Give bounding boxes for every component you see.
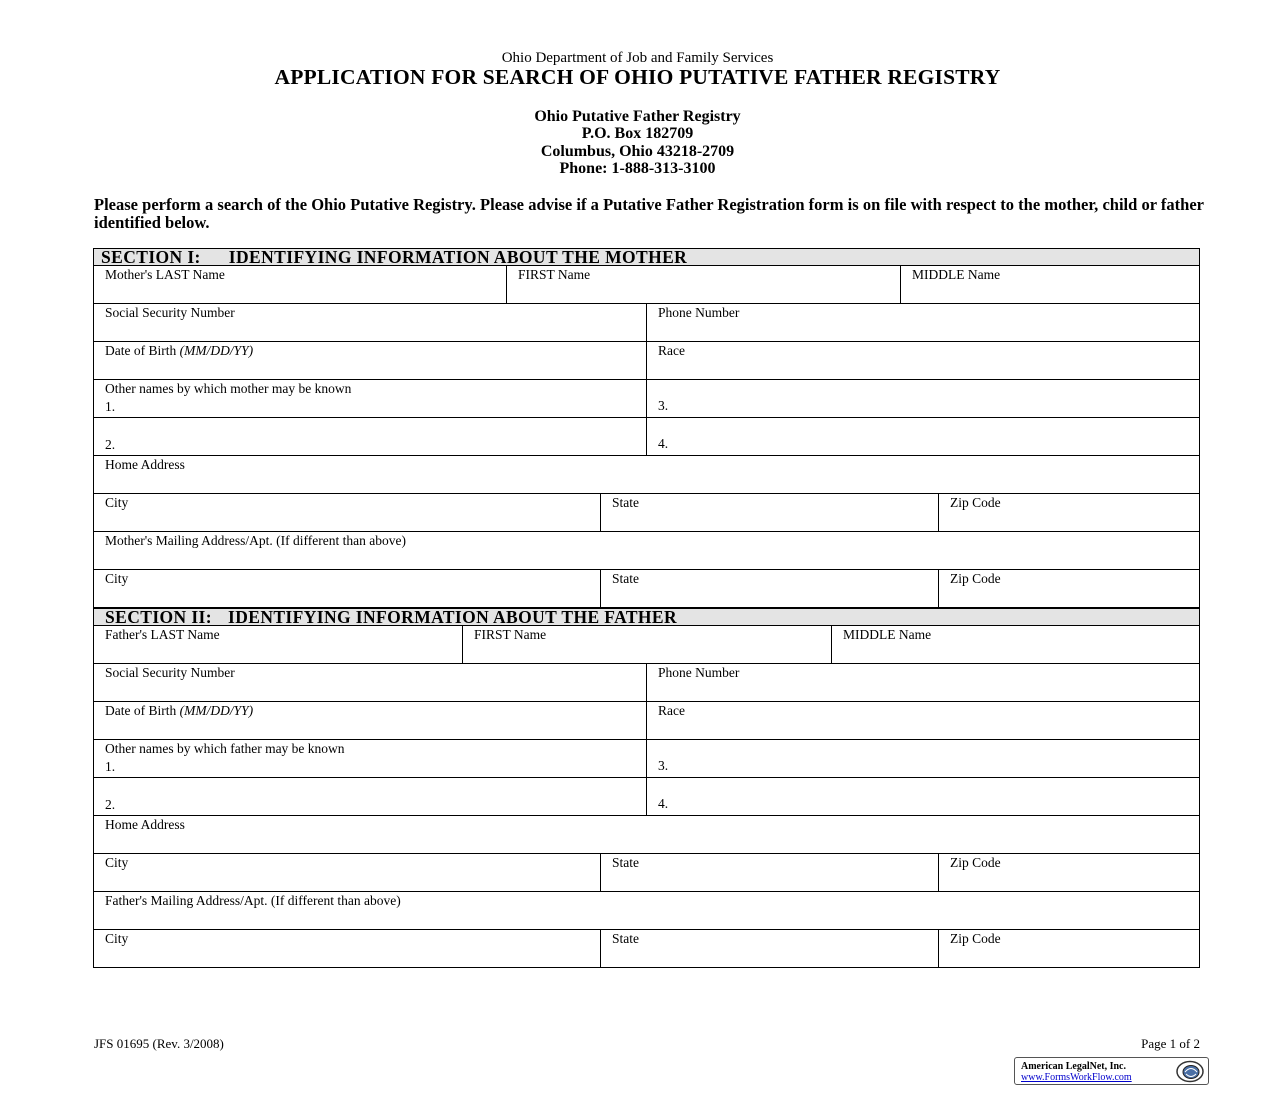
page-number: Page 1 of 2 [1141, 1036, 1200, 1051]
vendor-name: American LegalNet, Inc. [1021, 1061, 1126, 1072]
form-number: JFS 01695 (Rev. 3/2008) [94, 1036, 224, 1051]
mother-phone-field[interactable] [647, 304, 1199, 341]
father-state-field[interactable] [601, 854, 939, 891]
mother-other-name-4-number: 4. [658, 436, 669, 451]
father-mailing-state-label: State [612, 931, 639, 946]
registry-po-box: P.O. Box 182709 [581, 125, 694, 142]
father-other-name-4-field[interactable] [647, 778, 1199, 815]
mother-mailing-city-label: City [105, 571, 129, 586]
mother-phone-label: Phone Number [658, 305, 740, 320]
father-dob-label: Date of Birth (MM/DD/YY) [105, 703, 254, 718]
intro-paragraph: Please perform a search of the Ohio Putative Registry. Please advise if a Putative Father Registration form is on file with respect to the mother, child or father identified below. [94, 195, 1204, 232]
mother-other-names-row-1 [93, 380, 1200, 418]
father-other-names-row-2 [93, 778, 1200, 816]
father-zip-field[interactable] [939, 854, 1199, 891]
mother-first-name-label: FIRST Name [518, 267, 591, 282]
mother-last-name-field[interactable] [94, 266, 507, 303]
father-mailing-address-label: Father's Mailing Address/Apt. (If different than above) [105, 893, 401, 908]
registry-name: Ohio Putative Father Registry [534, 108, 741, 125]
mother-other-name-3-field[interactable] [647, 380, 1199, 417]
vendor-link[interactable]: www.FormsWorkFlow.com [1021, 1072, 1132, 1083]
father-mailing-address-row [93, 892, 1200, 930]
mother-other-name-1-field[interactable] [94, 380, 647, 417]
mother-ssn-row [93, 304, 1200, 342]
father-mailing-city-row [93, 930, 1200, 968]
mother-middle-name-label: MIDDLE Name [912, 267, 1001, 282]
father-dob-field[interactable] [94, 702, 647, 739]
father-zip-label: Zip Code [950, 855, 1001, 870]
mother-state-label: State [612, 495, 639, 510]
mother-other-names-label: Other names by which mother may be known [105, 381, 352, 396]
father-mailing-zip-field[interactable] [939, 930, 1199, 967]
section-2-header [93, 608, 1200, 625]
father-home-address-row [93, 816, 1200, 854]
mother-city-field[interactable] [94, 494, 601, 531]
father-other-name-1-field[interactable] [94, 740, 647, 777]
mother-mailing-address-field[interactable] [94, 532, 1199, 569]
father-city-row [93, 854, 1200, 892]
father-name-row [93, 625, 1200, 664]
father-other-name-1-number: 1. [105, 759, 116, 774]
father-middle-name-label: MIDDLE Name [843, 627, 932, 642]
father-phone-label: Phone Number [658, 665, 740, 680]
registry-phone: Phone: 1-888-313-3100 [559, 160, 716, 177]
father-state-label: State [612, 855, 639, 870]
section-2-title: IDENTIFYING INFORMATION ABOUT THE FATHER [228, 607, 678, 627]
mother-zip-label: Zip Code [950, 495, 1001, 510]
mother-ssn-label: Social Security Number [105, 305, 235, 320]
globe-logo-icon [1175, 1060, 1205, 1083]
father-last-name-label: Father's LAST Name [105, 627, 220, 642]
father-middle-name-field[interactable] [832, 626, 1199, 663]
father-ssn-row [93, 664, 1200, 702]
father-mailing-city-field[interactable] [94, 930, 601, 967]
father-other-name-4-number: 4. [658, 796, 669, 811]
mother-mailing-state-label: State [612, 571, 639, 586]
registry-city: Columbus, Ohio 43218-2709 [540, 143, 735, 160]
mother-mailing-city-field[interactable] [94, 570, 601, 607]
mother-race-field[interactable] [647, 342, 1199, 379]
mother-mailing-address-label: Mother's Mailing Address/Apt. (If different than above) [105, 533, 406, 548]
father-other-name-3-field[interactable] [647, 740, 1199, 777]
mother-home-address-field[interactable] [94, 456, 1199, 493]
application-form [93, 248, 1200, 968]
father-dob-row [93, 702, 1200, 740]
mother-race-label: Race [658, 343, 685, 358]
vendor-badge [1014, 1057, 1209, 1085]
mother-zip-field[interactable] [939, 494, 1199, 531]
mother-mailing-zip-field[interactable] [939, 570, 1199, 607]
mother-ssn-field[interactable] [94, 304, 647, 341]
mother-other-name-2-field[interactable] [94, 418, 647, 455]
mother-mailing-state-field[interactable] [601, 570, 939, 607]
mother-other-name-4-field[interactable] [647, 418, 1199, 455]
father-city-field[interactable] [94, 854, 601, 891]
father-ssn-label: Social Security Number [105, 665, 235, 680]
mother-other-name-3-number: 3. [658, 398, 669, 413]
father-race-field[interactable] [647, 702, 1199, 739]
mother-home-address-label: Home Address [105, 457, 185, 472]
mother-city-label: City [105, 495, 129, 510]
father-first-name-field[interactable] [463, 626, 832, 663]
mother-last-name-label: Mother's LAST Name [105, 267, 225, 282]
mother-mailing-zip-label: Zip Code [950, 571, 1001, 586]
section-2-number: SECTION II: [105, 607, 212, 627]
father-ssn-field[interactable] [94, 664, 647, 701]
mother-city-row [93, 494, 1200, 532]
section-1-header [93, 248, 1200, 265]
mother-mailing-address-row [93, 532, 1200, 570]
mother-state-field[interactable] [601, 494, 939, 531]
mother-dob-row [93, 342, 1200, 380]
mother-mailing-city-row [93, 570, 1200, 608]
mother-other-names-row-2 [93, 418, 1200, 456]
father-other-name-2-field[interactable] [94, 778, 647, 815]
father-phone-field[interactable] [647, 664, 1199, 701]
father-mailing-state-field[interactable] [601, 930, 939, 967]
mother-first-name-field[interactable] [507, 266, 901, 303]
section-1-title: IDENTIFYING INFORMATION ABOUT THE MOTHER [228, 247, 688, 267]
father-other-names-row-1 [93, 740, 1200, 778]
mother-other-name-2-number: 2. [105, 437, 116, 452]
father-mailing-address-field[interactable] [94, 892, 1199, 929]
form-title: APPLICATION FOR SEARCH OF OHIO PUTATIVE FATHER REGISTRY [274, 65, 1001, 89]
mother-dob-label: Date of Birth (MM/DD/YY) [105, 343, 254, 358]
father-home-address-label: Home Address [105, 817, 185, 832]
father-race-label: Race [658, 703, 685, 718]
father-home-address-field[interactable] [94, 816, 1199, 853]
father-mailing-zip-label: Zip Code [950, 931, 1001, 946]
mother-middle-name-field[interactable] [901, 266, 1199, 303]
section-1-number: SECTION I: [101, 247, 201, 267]
father-first-name-label: FIRST Name [474, 627, 547, 642]
agency-name: Ohio Department of Job and Family Services [501, 50, 774, 66]
father-city-label: City [105, 855, 129, 870]
father-other-name-2-number: 2. [105, 797, 116, 812]
mother-other-name-1-number: 1. [105, 399, 116, 414]
mother-home-address-row [93, 456, 1200, 494]
father-last-name-field[interactable] [94, 626, 463, 663]
mother-dob-field[interactable] [94, 342, 647, 379]
father-other-names-label: Other names by which father may be known [105, 741, 345, 756]
mother-name-row [93, 265, 1200, 304]
father-other-name-3-number: 3. [658, 758, 669, 773]
father-mailing-city-label: City [105, 931, 129, 946]
